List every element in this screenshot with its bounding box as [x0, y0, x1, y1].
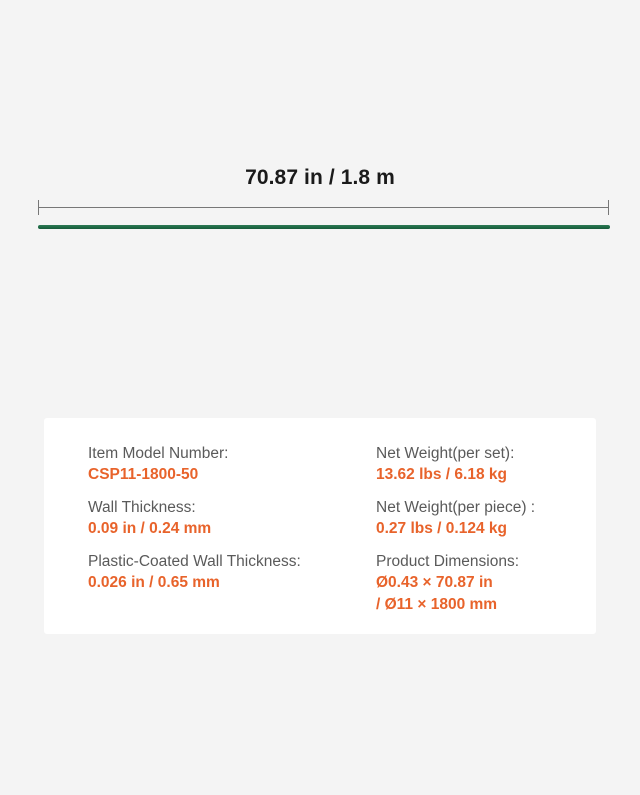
- spec-item-model-number: [88, 443, 328, 486]
- spec-value: 0.09 in / 0.24 mm: [88, 520, 212, 537]
- dimension-line: [38, 200, 609, 216]
- dimension-tick-right: [608, 200, 609, 215]
- spec-label: Product Dimensions:: [376, 553, 520, 570]
- spec-value: Ø0.43 × 70.87 in: [376, 574, 493, 591]
- spec-label: Item Model Number:: [88, 445, 229, 462]
- garden-stake-image: [38, 225, 610, 229]
- spec-net-weight-per-piece: [376, 497, 616, 540]
- spec-label: Wall Thickness:: [88, 499, 196, 516]
- length-dimension-label: 70.87 in / 1.8 m: [245, 166, 395, 189]
- dimension-line-bar: [38, 207, 609, 208]
- spec-label: Net Weight(per set):: [376, 445, 515, 462]
- spec-value-line-2: / Ø11 × 1800 mm: [376, 596, 498, 613]
- spec-value: 0.026 in / 0.65 mm: [88, 574, 220, 591]
- spec-product-dimensions: [376, 551, 616, 616]
- spec-wall-thickness: [88, 497, 328, 540]
- spec-value: CSP11-1800-50: [88, 466, 199, 483]
- spec-value: 0.27 lbs / 0.124 kg: [376, 520, 507, 537]
- spec-label: Plastic-Coated Wall Thickness:: [88, 553, 301, 570]
- spec-net-weight-per-set: [376, 443, 616, 486]
- spec-label: Net Weight(per piece) :: [376, 499, 536, 516]
- spec-plastic-coated-wall-thickness: [88, 551, 328, 594]
- spec-value: 13.62 lbs / 6.18 kg: [376, 466, 507, 483]
- spec-card: [44, 418, 596, 634]
